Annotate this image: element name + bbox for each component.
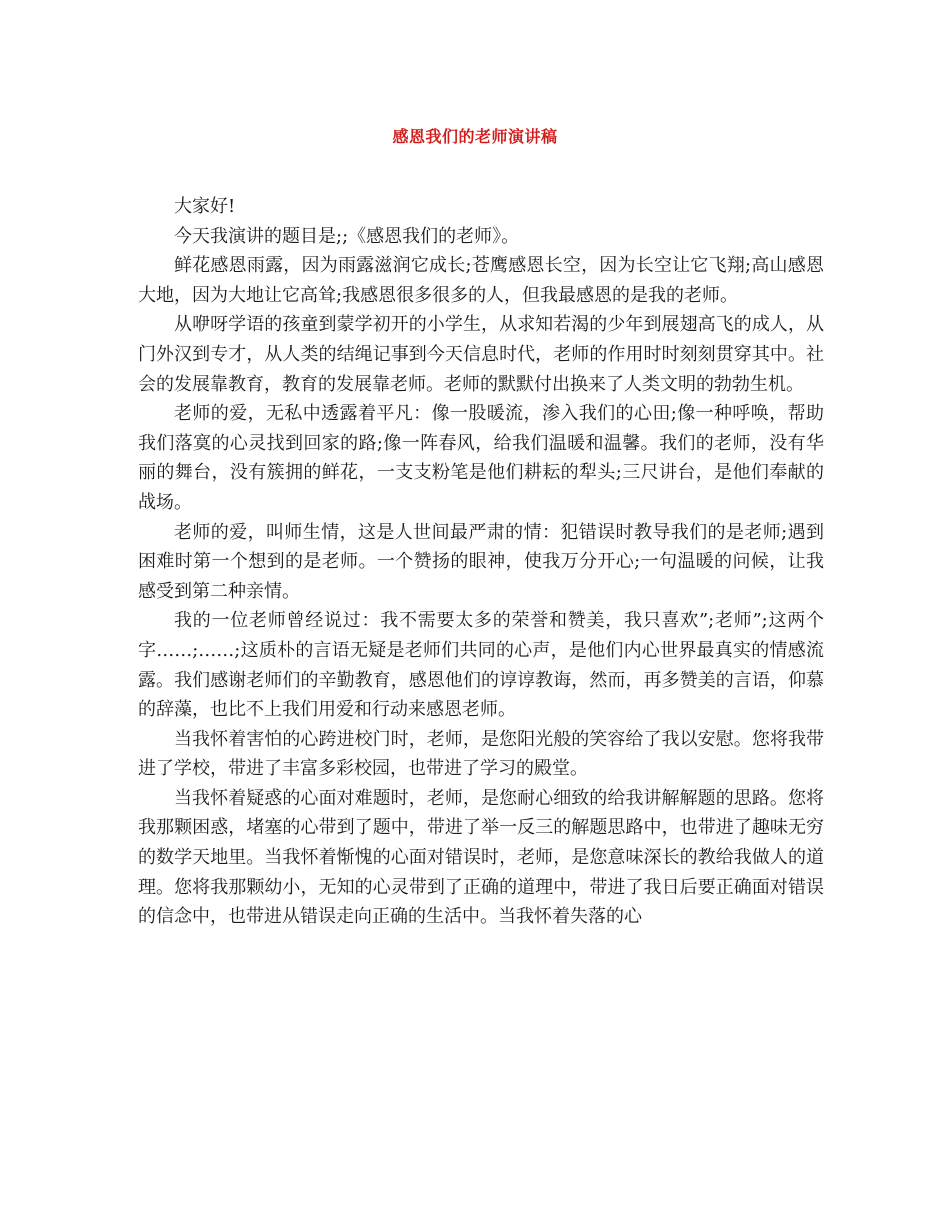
paragraph: 老师的爱，无私中透露着平凡：像一股暖流，渗入我们的心田;像一种呼唤，帮助我们落寞的心灵找到回家的路;像一阵春风，给我们温暖和温馨。我们的老师，没有华丽的舞台，没有簇拥的鲜花，一支支粉笔是他们耕耘的犁头;三尺讲台，是他们奉献的战场。: [138, 403, 824, 513]
paragraph: 我的一位老师曾经说过：我不需要太多的荣誉和赞美，我只喜欢”;老师”;这两个字……;……;这质朴的言语无疑是老师们共同的心声，是他们内心世界最真实的情感流露。我们感谢老师们的辛勤教育，感恩他们的谆谆教诲，然而，再多赞美的言语，仰慕的辞藻，也比不上我们用爱和行动来感恩老师。: [138, 610, 824, 721]
paragraph: 从咿呀学语的孩童到蒙学初开的小学生，从求知若渴的少年到展翅高飞的成人，从门外汉到专才，从人类的结绳记事到今天信息时代，老师的作用时时刻刻贯穿其中。社会的发展靠教育，教育的发展靠老师。老师的默默付出换来了人类文明的勃勃生机。: [138, 314, 824, 395]
paragraph: 老师的爱，叫师生情，这是人世间最严肃的情：犯错误时教导我们的是老师;遇到困难时第一个想到的是老师。一个赞扬的眼神，使我万分开心;一句温暖的问候，让我感受到第二种亲情。: [138, 521, 824, 602]
paragraph: 今天我演讲的题目是;;《感恩我们的老师》。: [174, 225, 520, 247]
paragraph: 鲜花感恩雨露，因为雨露滋润它成长;苍鹰感恩长空，因为长空让它飞翔;高山感恩大地，因为大地让它高耸;我感恩很多很多的人，但我最感恩的是我的老师。: [138, 255, 824, 306]
document-title: 感恩我们的老师演讲稿: [392, 127, 558, 146]
paragraph: 当我怀着疑惑的心面对难题时，老师，是您耐心细致的给我讲解解题的思路。您将我那颗困惑，堵塞的心带到了题中，带进了举一反三的解题思路中，也带进了趣味无穷的数学天地里。当我怀着惭愧的心面对错误时，老师，是您意味深长的教给我做人的道理。您将我那颗幼小，无知的心灵带到了正确的道理中，带进了我日后要正确面对错误的信念中，也带进从错误走向正确的生活中。当我怀着失落的心: [138, 787, 824, 928]
paragraph: 当我怀着害怕的心跨进校门时，老师，是您阳光般的笑容给了我以安慰。您将我带进了学校，带进了丰富多彩校园，也带进了学习的殿堂。: [138, 728, 824, 780]
document-body: [138, 192, 824, 932]
paragraph: 大家好!: [174, 196, 236, 217]
